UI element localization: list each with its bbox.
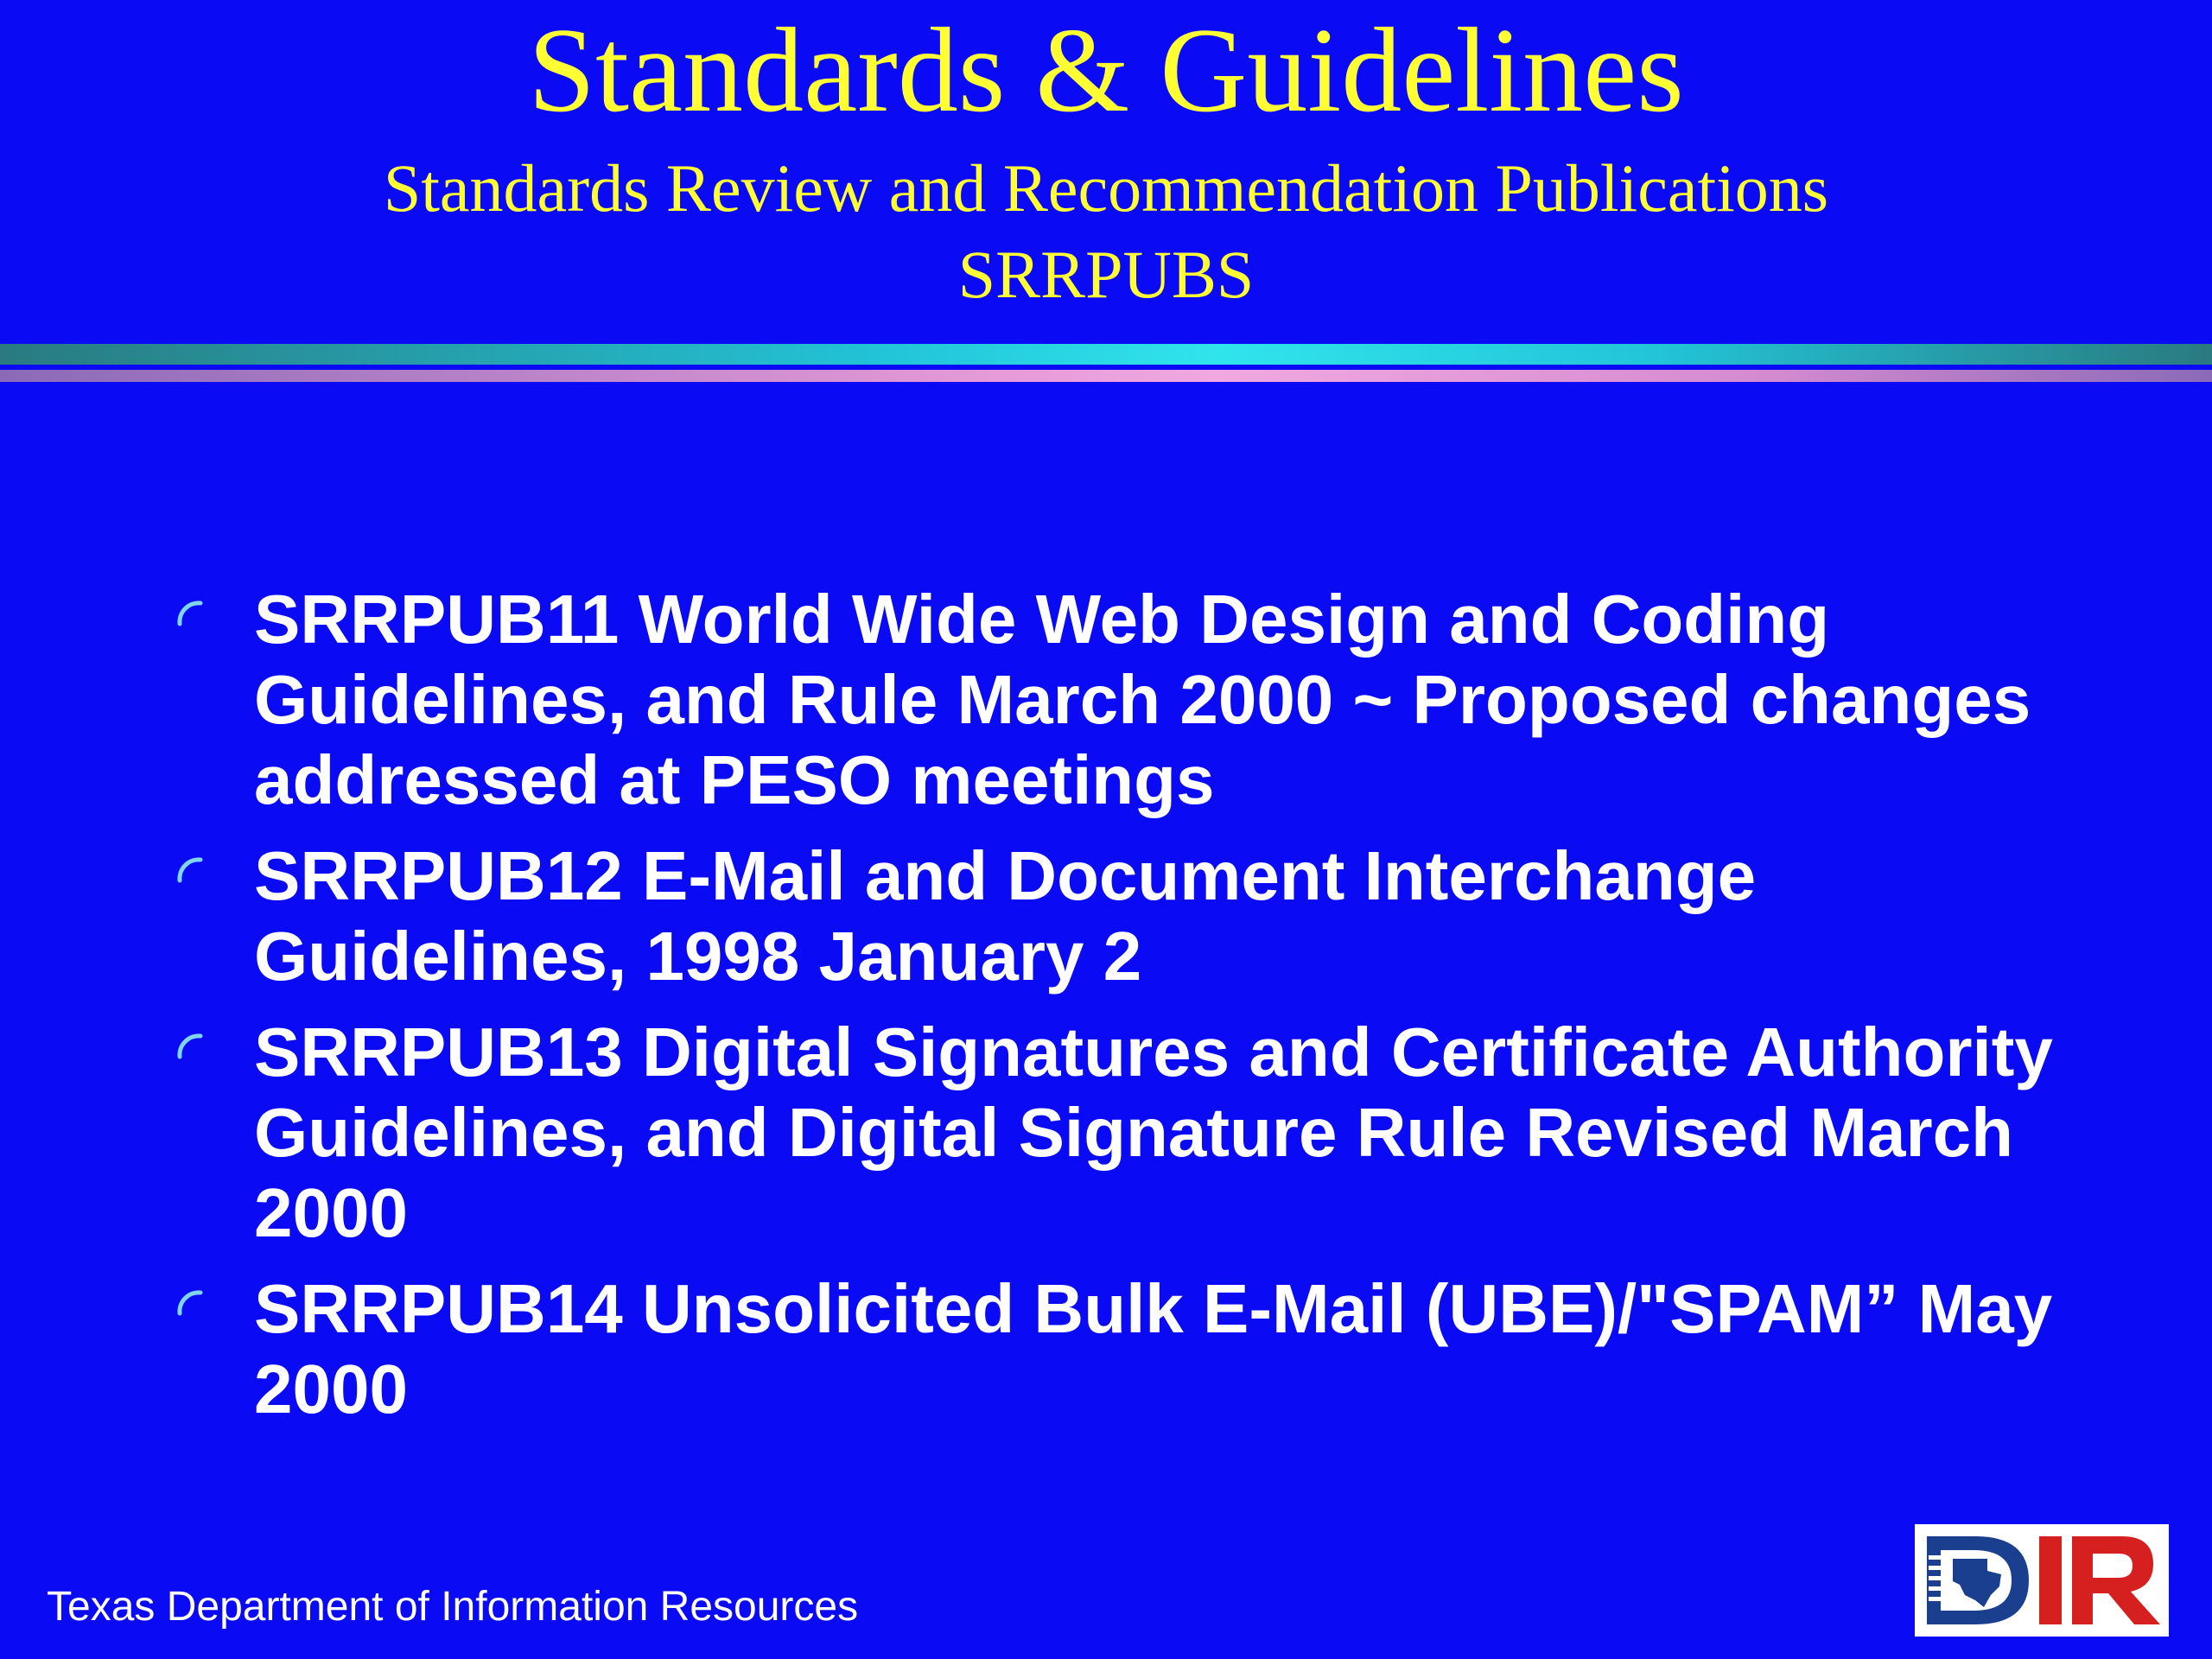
list-item	[164, 1012, 2065, 1253]
dir-logo-icon	[1915, 1524, 2169, 1637]
slide-subtitle: Standards Review and Recommendation Publications	[383, 150, 1829, 226]
list-item-text: SRRPUB11 World Wide Web Design and Coding Guidelines, and Rule March 2000 ~ Proposed changes addressed at PESO meetings	[254, 581, 2031, 818]
logo-d-letter	[1927, 1536, 2029, 1624]
list-item	[164, 1268, 2065, 1429]
header-divider-teal	[0, 344, 2212, 365]
bullet-arc-icon	[175, 855, 206, 886]
bullet-list	[164, 579, 2065, 1445]
bullet-arc-icon	[175, 1287, 206, 1319]
bullet-arc-icon	[175, 1031, 206, 1062]
footer-org-name: Texas Department of Information Resources	[47, 1584, 859, 1630]
list-item-text: SRRPUB14 Unsolicited Bulk E-Mail (UBE)/"SPAM” May 2000	[254, 1270, 2053, 1427]
bullet-arc-icon	[175, 598, 206, 629]
list-item-text: SRRPUB12 E-Mail and Document Interchange Guidelines, 1998 January 2	[254, 837, 1757, 995]
list-item	[164, 836, 2065, 996]
list-item-text: SRRPUB13 Digital Signatures and Certificate Authority Guidelines, and Digital Signature Rule Revised March 2000	[254, 1014, 2053, 1251]
list-item	[164, 579, 2065, 820]
slide-subtitle-acronym: SRRPUBS	[957, 237, 1255, 312]
slide-title: Standards & Guidelines	[528, 3, 1684, 137]
header-divider-pink	[0, 370, 2212, 382]
